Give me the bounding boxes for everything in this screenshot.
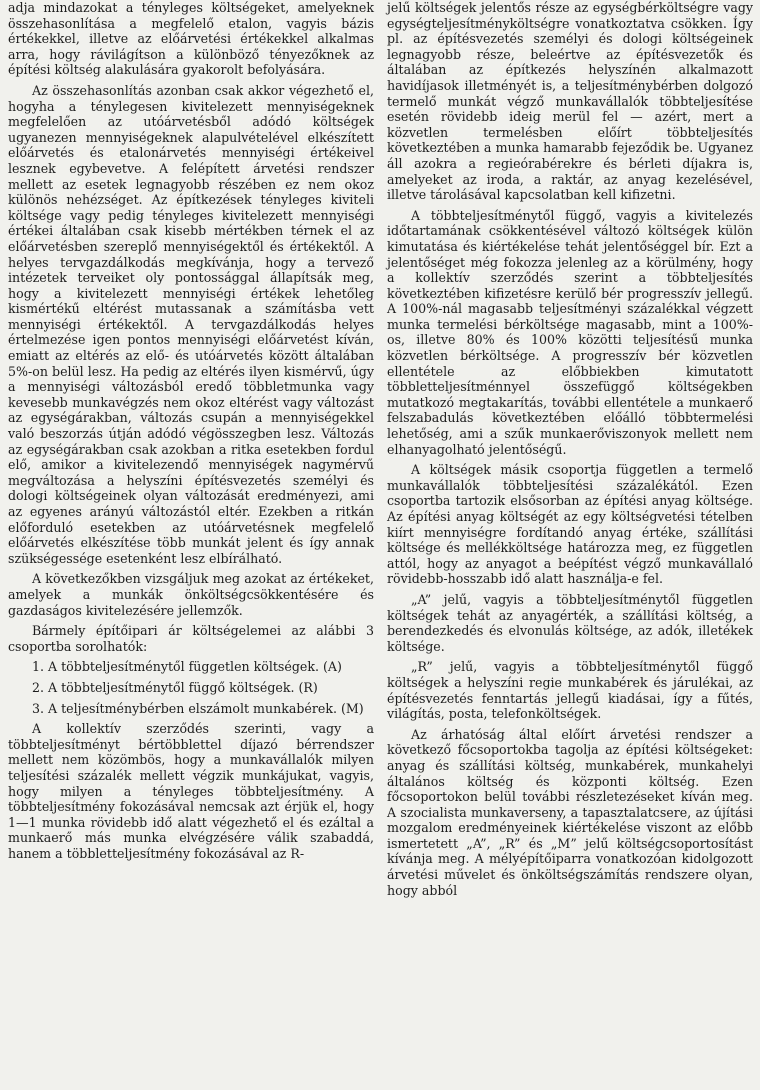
- right-column: [387, 0, 753, 898]
- paragraph: Bármely építőipari ár költségelemei az alábbi 3 csoportba sorolhatók:: [8, 623, 374, 654]
- paragraph: „A” jelű, vagyis a többteljesítménytől független költségek tehát az anyagérték, a szállítási költség, a berendezkedés és elvonulás költsége, az adók, illetékek költsége.: [387, 591, 753, 654]
- paragraph: A kollektív szerződés szerinti, vagy a többteljesítményt bértöbblettel díjazó bérrendszer mellett nem közömbös, hogy a munkavállalók milyen teljesítési százalék mellett végzik munkájukat, vagyis, hogy milyen a tényleges többteljesítmény. A többteljesítmény fokozásával nemcsak azt érjük el, hogy 1—1 munka rövidebb idő alatt végezhető el és ezáltal a munkaerő más munka elvégzésére válik szabaddá, hanem a többletteljesítmény fokozásával az R-: [8, 721, 374, 861]
- paragraph: A költségek másik csoportja független a termelő munkavállalók többteljesítési százalékától. Ezen csoportba tartozik elsősorban az építési anyag költsége. Az építési anyag költségét az egy költségvetési tételben kiírt mennyiségre fordítandó anyag értéke, szállítási költsége és mellékköltsége határozza meg, ez független attól, hogy az anyagot a beépítést végző munkavállaló rövidebb-hosszabb idő alatt használja-e fel.: [387, 462, 753, 587]
- paragraph: „R” jelű, vagyis a többteljesítménytől függő költségek a helyszíni regie munkabérek és járulékai, az építésvezetés fenntartás jellegű kiadásai, így a fűtés, világítás, posta, telefonköltségek.: [387, 659, 753, 722]
- list-item: 2. A többteljesítménytől függő költségek. (R): [32, 679, 318, 695]
- paragraph: adja mindazokat a tényleges költségeket, amelyeknek összehasonlítása a megfelelő etalon, vagyis bázis értékekkel, illetve az előárvetési értékekkel alkalmas arra, hogy rávilágítson a különböző tényezőknek az építési költség alakulására gyakorolt befolyására.: [8, 0, 374, 78]
- paragraph: Az árhatóság által előírt árvetési rendszer a következő főcsoportokba tagolja az építési költségeket: anyag és szállítási költség, munkabérek, munkahelyi általános költség és központi költség. Ezen főcsoportokon belül további részletezéseket kíván meg. A szocialista munkaverseny, a tapasztalatcsere, az újítási mozgalom eredményeinek kiértékelése viszont az előbb ismertetett „A”, „R” és „M” jelű költségcsoportosítást kívánja meg. A mélyépítőiparra vonatkozóan kidolgozott árvetési művelet és önköltségszámítás rendszere olyan, hogy abból: [387, 726, 753, 898]
- paragraph: A többteljesítménytől függő, vagyis a kivitelezés időtartamának csökkentésével változó költségek külön kimutatása és kiértékelése tehát jelentőséggel bír. Ezt a jelentőséget még fokozza jelenleg az a körülmény, hogy a kollektív szerződés szerint a többteljesítés következtében kifizetésre kerülő bér progresszív jellegű. A 100%-nál magasabb teljesítményi százalékkal végzett munka termelési bérköltsége magasabb, mint a 100%-os, illetve 80% és 100% közötti teljesítésű munka közvetlen bérköltsége. A progresszív bér közvetlen ellentétele az előbbiekben kimutatott többletteljesítménnyel összefüggő költségekben mutatkozó megtakarítás, további ellentétele a munkaerő felszabadulás következtében előálló többtermelési lehetőség, ami a szűk munkaerőviszonyok mellett nem elhanyagolható jelentőségű.: [387, 207, 753, 457]
- paragraph: jelű költségek jelentős része az egységbérköltségre vagy egységteljesítményköltségre vonatkoztatva csökken. Így pl. az építésvezetés személyi és dologi költségeinek legnagyobb része, beleértve az építésvezetők és általában az építkezés helyszínén alkalmazott havidíjasok illetményét is, a teljesítménybérben dolgozó termelő munkát végző munkavállalók többteljesítése esetén rövidebb ideig merül fel — azért, mert a közvetlen termelésben előírt többteljesítés következtében a munka hamarabb fejeződik be. Ugyanez áll azokra a regieórabérekre és bérleti díjakra is, amelyeket az iroda, a raktár, az anyag kezelésével, illetve tárolásával kapcsolatban kell kifizetni.: [387, 0, 753, 203]
- paragraph: A következőkben vizsgáljuk meg azokat az értékeket, amelyek a munkák önköltségcsökkentésére és gazdaságos kivitelezésére jellemzők.: [8, 571, 374, 618]
- list-item: 3. A teljesítménybérben elszámolt munkabérek. (M): [32, 700, 364, 716]
- list-item: 1. A többteljesítménytől független költségek. (A): [32, 659, 342, 675]
- left-column: [8, 0, 374, 861]
- paragraph: Az összehasonlítás azonban csak akkor végezhető el, hogyha a ténylegesen kivitelezett mennyiségeknek megfelelően az utóárvetésből adódó költségek ugyanezen mennyiségeknek alapulvételével elkészített előárvetés és etalonárvetés mennyiségi értékeivel lesznek egybevetve. A felépített árvetési rendszer mellett az esetek legnagyobb részében ez nem okoz különös nehézséget. Az építkezések tényleges kiviteli költsége vagy pedig tényleges kivitelezett mennyiségi értékei általában csak kisebb mértékben térnek el az előárvetésben szereplő mennyiségektől és értékektől. A helyes tervgazdálkodás megkívánja, hogy a tervező intézetek terveiket oly pontossággal állapítsák meg, hogy a kivitelezett mennyiségi értékek lehetőleg kismértékű eltérést mutassanak a számításba vett mennyiségi értékektől. A tervgazdálkodás helyes értelmezése igen pontos mennyiségi előárvetést kíván, emiatt az eltérés az elő- és utóárvetés között általában 5%-on belül lesz. Ha pedig az eltérés ilyen kismérvű, úgy a mennyiségi változásból eredő többletmunka vagy kevesebb munkavégzés nem okoz eltérést vagy változást az egységárakban, változás csupán a mennyiségekkel való beszorzás útján adódó végösszegben lesz. Változás az egységárakban csak azokban a ritka esetekben fordul elő, amikor a kivitelezendő mennyiségek nagymérvű megváltozása a helyszíni építésvezetés személyi és dologi költségeinek olyan változását eredményezi, ami az egyenes arányú változástól eltér. Ezekben a ritkán előforduló esetekben az utóárvetésnek megfelelő előárvetés elkészítése több munkát jelent és így annak szükségessége esetenként lesz elbírálható.: [8, 82, 374, 566]
